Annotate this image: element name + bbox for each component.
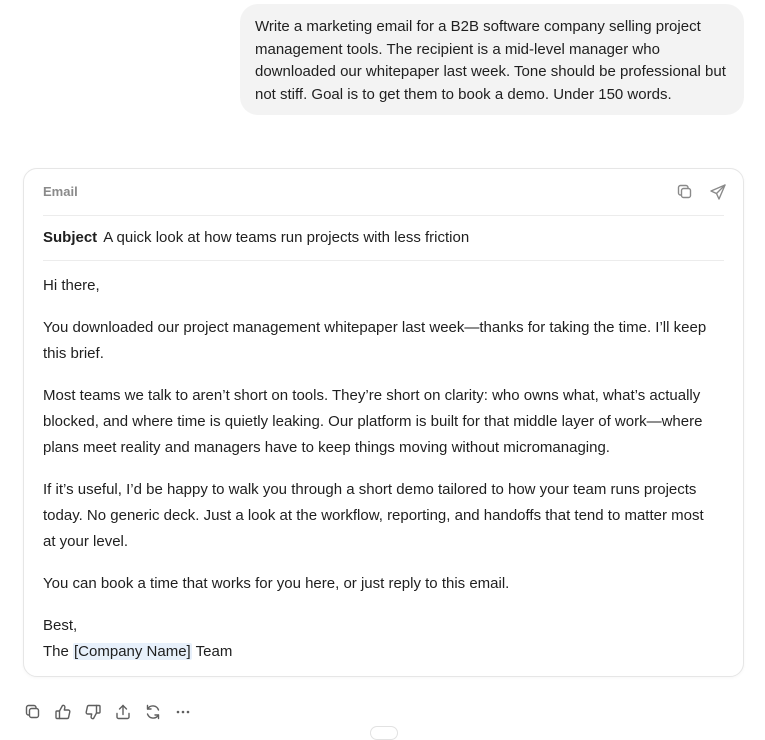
scroll-to-bottom-button[interactable]: [370, 726, 398, 740]
email-subject-row: [43, 215, 724, 261]
email-paragraph: If it’s useful, I’d be happy to walk you through a short demo tailored to how your team runs projects today. No generic deck. Just a look at the workflow, reporting, and handoffs that tend to matter most at your level.: [43, 481, 704, 550]
regenerate-button[interactable]: [142, 701, 164, 723]
subject-text: A quick look at how teams run projects with less friction: [103, 229, 470, 246]
signature-prefix: The: [43, 643, 74, 660]
company-name-placeholder: [Company Name]: [74, 643, 191, 660]
copy-icon: [676, 183, 694, 201]
copy-icon: [24, 703, 42, 721]
email-greeting: Hi there,: [43, 277, 100, 294]
email-body: [43, 273, 713, 665]
email-card-label: Email: [43, 184, 78, 199]
user-message-text: Write a marketing email for a B2B software company selling project management tools. The recipient is a mid-level manager who downloaded our whitepaper last week. Tone should be professional but not stiff. Goal is to get them to book a demo. Under 150 words.: [255, 18, 726, 104]
email-paragraph: Most teams we talk to aren’t short on tools. They’re short on clarity: who owns what, what’s actually blocked, and where time is quietly leaking. Our platform is built for that middle layer of work—where plans meet reality and managers have to keep things moving without micromanaging.: [43, 387, 703, 456]
email-paragraph: You downloaded our project management whitepaper last week—thanks for taking the time. I’ll keep this brief.: [43, 319, 707, 362]
thumbs-up-button[interactable]: [52, 701, 74, 723]
email-signature: [43, 639, 713, 665]
thumbs-down-button[interactable]: [82, 701, 104, 723]
send-icon: [709, 183, 727, 201]
share-button[interactable]: [112, 701, 134, 723]
thumbs-down-icon: [84, 703, 102, 721]
email-signoff: Best,: [43, 617, 78, 634]
thumbs-up-icon: [54, 703, 72, 721]
copy-email-button[interactable]: [674, 181, 696, 203]
user-message-bubble: [240, 4, 744, 115]
send-email-button[interactable]: [707, 181, 729, 203]
share-icon: [114, 703, 132, 721]
subject-label: Subject: [43, 229, 98, 246]
copy-response-button[interactable]: [22, 701, 44, 723]
signature-suffix: Team: [191, 643, 233, 660]
regenerate-icon: [144, 703, 162, 721]
response-action-bar: [22, 700, 202, 724]
more-icon: [174, 703, 192, 721]
email-card: [23, 168, 744, 677]
email-paragraph: You can book a time that works for you here, or just reply to this email.: [43, 575, 510, 592]
more-options-button[interactable]: [172, 701, 194, 723]
email-card-header: [43, 169, 724, 216]
